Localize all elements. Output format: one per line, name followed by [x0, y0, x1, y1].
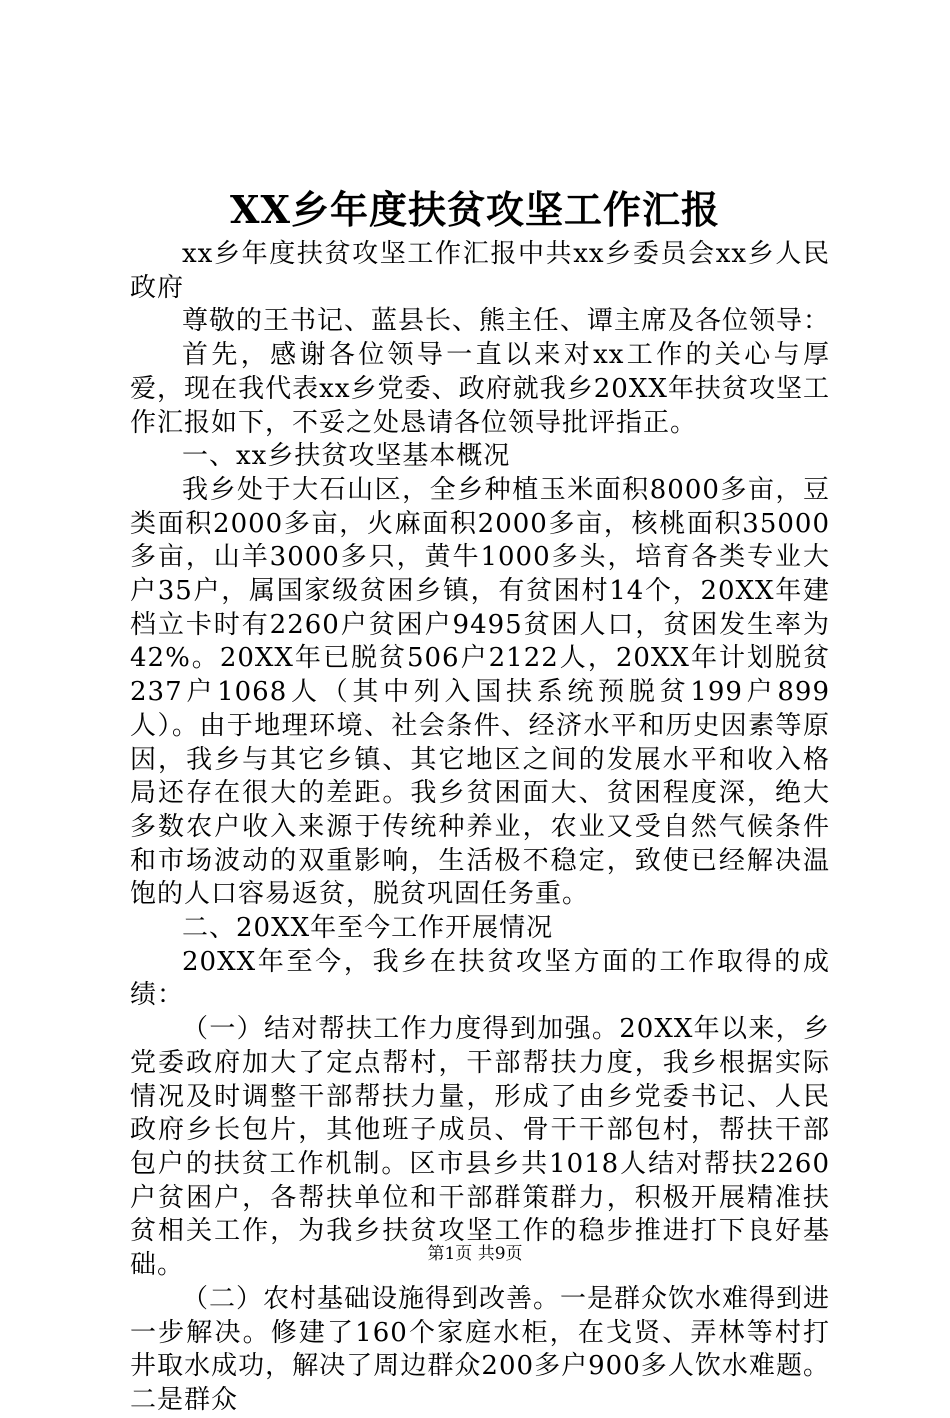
page-number: 第1页 共9页 [427, 1244, 523, 1264]
paragraph-item-one: （一）结对帮扶工作力度得到加强。20XX年以来，乡党委政府加大了定点帮村，干部帮扶力度，我乡根据实际情况及时调整干部帮扶力量，形成了由乡党委书记、人民政府乡长包片，其他班子成员、骨干干部包村，帮扶干部包户的扶贫工作机制。区市县乡共1018人结对帮扶2260户贫困户，各帮扶单位和干部群策群力，积极开展精准扶贫相关工作，为我乡扶贫攻坚工作的稳步推进打下良好基础。 [130, 1014, 830, 1281]
paragraph-item-two: （二）农村基础设施得到改善。一是群众饮水难得到进一步解决。修建了160个家庭水柜，在戈贤、弄林等村打井取水成功，解决了周边群众200多户900多人饮水难题。二是群众 [130, 1283, 831, 1415]
paragraph-heading-line: xx乡年度扶贫攻坚工作汇报中共xx乡委员会xx乡人民政府 [130, 239, 830, 303]
paragraph-salutation: 尊敬的王书记、蓝县长、熊主任、谭主席及各位领导： [182, 306, 831, 337]
section-heading-overview: 一、xx乡扶贫攻坚基本概况 [182, 441, 511, 472]
paragraph-intro: 首先，感谢各位领导一直以来对xx工作的关心与厚爱，现在我代表xx乡党委、政府就我乡20XX年扶贫攻坚工作汇报如下，不妥之处恳请各位领导批评指正。 [130, 340, 830, 438]
document-title: XX乡年度扶贫攻坚工作汇报 [230, 187, 720, 232]
paragraph-overview: 我乡处于大石山区，全乡种植玉米面积8000多亩，豆类面积2000多亩，火麻面积2000多亩，核桃面积35000多亩，山羊3000多只，黄牛1000多头，培育各类专业大户35户，属国家级贫困乡镇，有贫困村14个，20XX年建档立卡时有2260户贫困户9495贫困人口，贫困发生率为42%。20XX年已脱贫506户2122人，20XX年计划脱贫237户1068人（其中列入国扶系统预脱贫199户899人）。由于地理环境、社会条件、经济水平和历史因素等原因，我乡与其它乡镇、其它地区之间的发展水平和收入格局还存在很大的差距。我乡贫困面大、贫困程度深，绝大多数农户收入来源于传统种养业，农业又受自然气候条件和市场波动的双重影响，生活极不稳定，致使已经解决温饱的人口容易返贫，脱贫巩固任务重。 [130, 474, 830, 910]
section-heading-progress: 二、20XX年至今工作开展情况 [182, 913, 554, 944]
paragraph-progress-intro: 20XX年至今，我乡在扶贫攻坚方面的工作取得的成绩： [130, 946, 830, 1011]
